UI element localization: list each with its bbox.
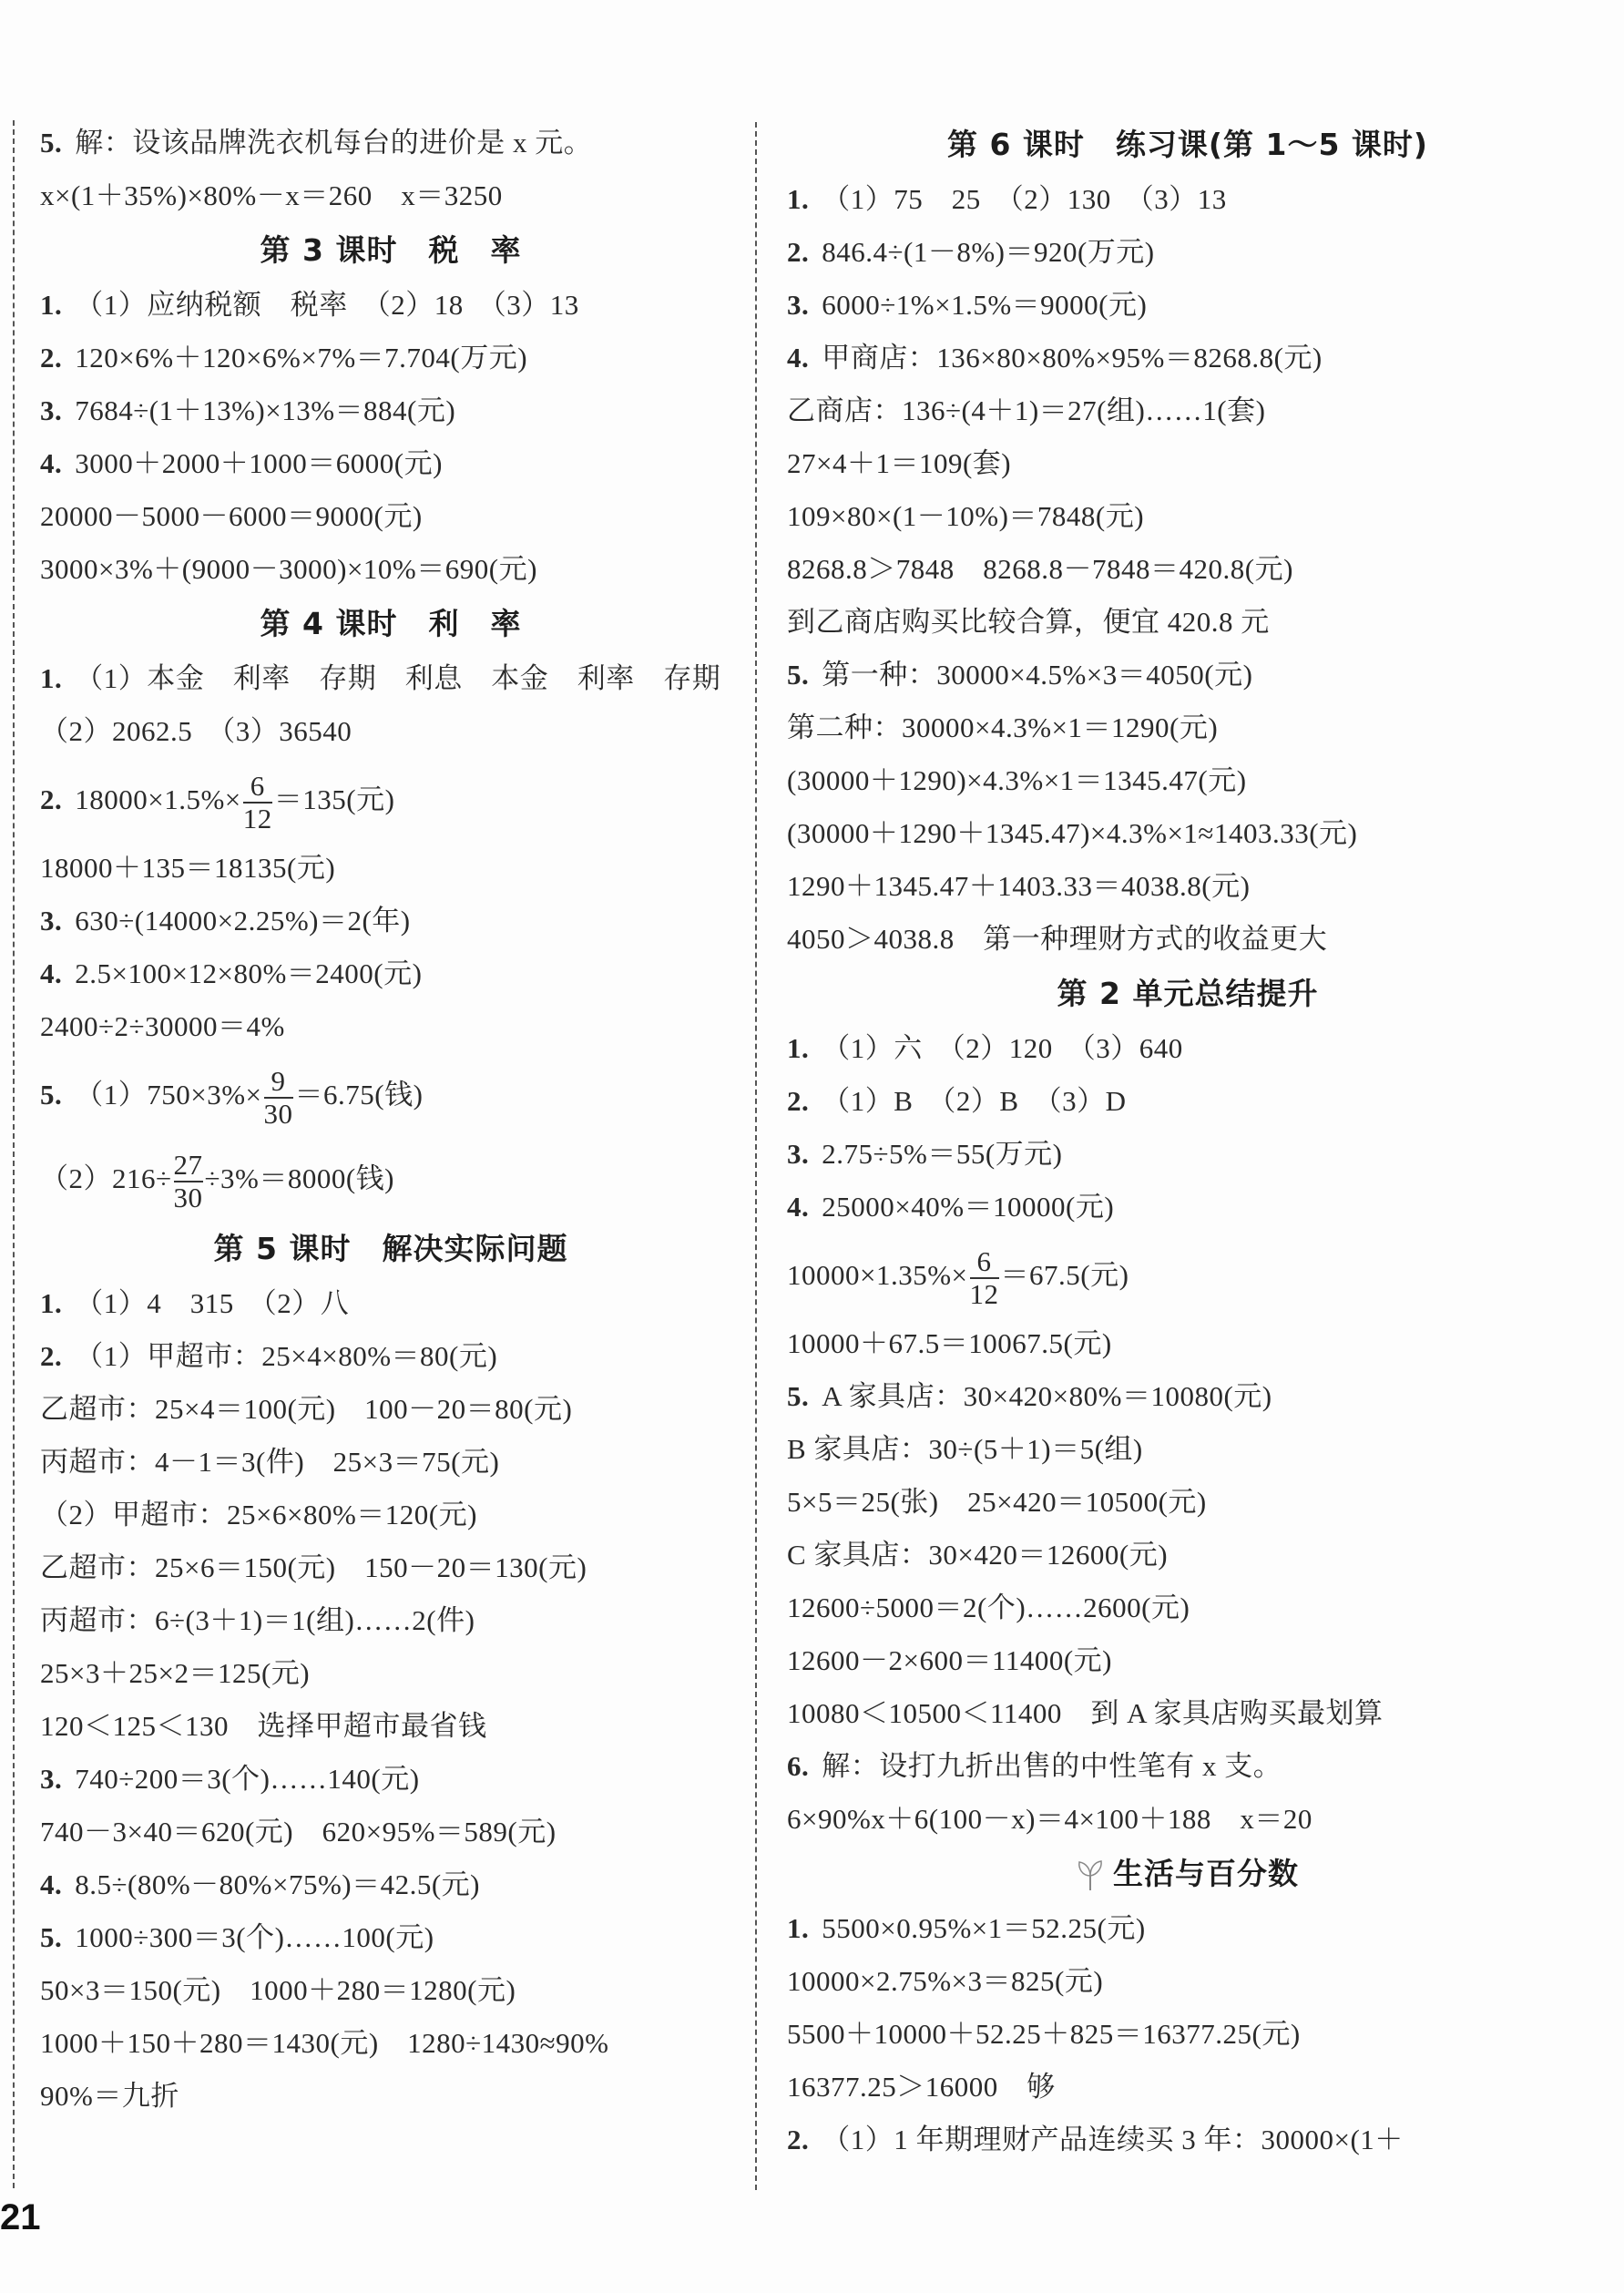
fraction: $\frac{6}{12}$ xyxy=(969,1244,999,1310)
answer-line: C 家具店：30×420＝12600(元) xyxy=(787,1539,1169,1571)
answer-line: 丙超市：6÷(3＋1)＝1(组)……2(件) xyxy=(40,1604,475,1636)
answer-line: B 家具店：30÷(5＋1)＝5(组) xyxy=(787,1433,1143,1465)
answer-line: 1. （1）应纳税额 税率 （2）18 （3）13 xyxy=(40,289,579,321)
fraction: $\frac{6}{12}$ xyxy=(242,769,272,834)
answer-line: 第二种：30000×4.3%×1＝1290(元) xyxy=(787,711,1219,743)
answer-line: 3000×3%＋(9000－3000)×10%＝690(元) xyxy=(40,553,537,585)
section-title: 第 5 课时 解决实际问题 xyxy=(213,1231,568,1266)
answer-line: 10000＋67.5＝10067.5(元) xyxy=(787,1327,1112,1359)
answer-line: 乙商店：136÷(4＋1)＝27(组)……1(套) xyxy=(787,394,1266,426)
answer-line: (30000＋1290＋1345.47)×4.3%×1≈1403.33(元) xyxy=(787,817,1358,849)
answer-line: 1. 5500×0.95%×1＝52.25(元) xyxy=(787,1912,1146,1944)
answer-line: 2. （1）1 年期理财产品连续买 3 年：30000×(1＋ xyxy=(787,2124,1404,2155)
answer-line: 6. 解：设打九折出售的中性笔有 x 支。 xyxy=(787,1750,1282,1782)
answer-line: 18000＋135＝18135(元) xyxy=(40,852,336,884)
answer-line: 120＜125＜130 选择甲超市最省钱 xyxy=(40,1710,487,1742)
answer-line: 5. 解：设该品牌洗衣机每台的进价是 x 元。 xyxy=(40,127,593,159)
answer-line: 3. 7684÷(1＋13%)×13%＝884(元) xyxy=(40,394,456,426)
answer-line: 4. 3000＋2000＋1000＝6000(元) xyxy=(40,447,443,479)
answer-line: 乙超市：25×6＝150(元) 150－20＝130(元) xyxy=(40,1551,587,1583)
answer-line: 16377.25＞16000 够 xyxy=(787,2071,1056,2103)
sprout-icon xyxy=(1077,1859,1104,1892)
section-title-with-icon: 生活与百分数 xyxy=(787,1846,1588,1902)
answer-line: x×(1＋35%)×80%－x＝260 x＝3250 xyxy=(40,179,503,211)
fraction: $\frac{27}{30}$ xyxy=(173,1148,203,1213)
answer-line: 90%＝九折 xyxy=(40,2080,179,2112)
answer-line: 10000×1.35%× $\frac{6}{12}$ ＝67.5(元) xyxy=(787,1244,1129,1310)
answer-line: 109×80×(1－10%)＝7848(元) xyxy=(787,500,1145,532)
left-dashed-border xyxy=(13,120,15,2188)
answer-line: 20000－5000－6000＝9000(元) xyxy=(40,500,423,532)
fraction: $\frac{9}{30}$ xyxy=(263,1064,293,1130)
answer-line: 乙超市：25×4＝100(元) 100－20＝80(元) xyxy=(40,1393,573,1425)
section-title: 第 2 单元总结提升 xyxy=(1057,976,1319,1011)
answer-line: 5×5＝25(张) 25×420＝10500(元) xyxy=(787,1486,1207,1518)
answer-line: 2. 120×6%＋120×6%×7%＝7.704(万元) xyxy=(40,342,528,374)
answer-line: 10080＜10500＜11400 到 A 家具店购买最划算 xyxy=(787,1697,1384,1729)
answer-line: 2. （1）B （2）B （3）D xyxy=(787,1085,1127,1117)
answer-line: 27×4＋1＝109(套) xyxy=(787,447,1012,479)
answer-line: 50×3＝150(元) 1000＋280＝1280(元) xyxy=(40,1974,516,2006)
answer-line: 8268.8＞7848 8268.8－7848＝420.8(元) xyxy=(787,553,1293,585)
right-column xyxy=(787,117,1588,2166)
answer-line: 25×3＋25×2＝125(元) xyxy=(40,1657,311,1689)
answer-line: 4. 8.5÷(80%－80%×75%)＝42.5(元) xyxy=(40,1868,481,1900)
answer-line: 10000×2.75%×3＝825(元) xyxy=(787,1965,1104,1997)
answer-line: 5. （1）750×3%× $\frac{9}{30}$ ＝6.75(钱) xyxy=(40,1064,424,1130)
left-column xyxy=(40,117,741,2123)
answer-line: 2. 846.4÷(1－8%)＝920(万元) xyxy=(787,236,1155,268)
section-title: 第 4 课时 利 率 xyxy=(260,606,522,641)
answer-line: 5. 第一种：30000×4.5%×3＝4050(元) xyxy=(787,659,1253,691)
answer-line: （2）2062.5 （3）36540 xyxy=(40,715,352,747)
answer-line: 1290＋1345.47＋1403.33＝4038.8(元) xyxy=(787,870,1251,902)
answer-line: 4. 25000×40%＝10000(元) xyxy=(787,1191,1115,1223)
answer-line: 4050＞4038.8 第一种理财方式的收益更大 xyxy=(787,923,1328,955)
answer-line: （2）甲超市：25×6×80%＝120(元) xyxy=(40,1499,477,1530)
answer-line: 6×90%x＋6(100－x)＝4×100＋188 x＝20 xyxy=(787,1803,1312,1835)
answer-line: 740－3×40＝620(元) 620×95%＝589(元) xyxy=(40,1816,557,1848)
answer-line: 到乙商店购买比较合算，便宜 420.8 元 xyxy=(787,606,1270,638)
answer-line: 4. 甲商店：136×80×80%×95%＝8268.8(元) xyxy=(787,342,1323,374)
answer-line: 2. （1）甲超市：25×4×80%＝80(元) xyxy=(40,1340,498,1372)
section-title: 第 3 课时 税 率 xyxy=(260,232,522,268)
answer-line: （2）216÷ $\frac{27}{30}$ ÷3%＝8000(钱) xyxy=(40,1148,394,1213)
answer-line: 1000＋150＋280＝1430(元) 1280÷1430≈90% xyxy=(40,2027,609,2059)
answer-line: 4. 2.5×100×12×80%＝2400(元) xyxy=(40,957,423,989)
answer-line: 12600÷5000＝2(个)……2600(元) xyxy=(787,1592,1190,1623)
answer-line: 丙超市：4－1＝3(件) 25×3＝75(元) xyxy=(40,1446,500,1478)
answer-line: 5500＋10000＋52.25＋825＝16377.25(元) xyxy=(787,2018,1301,2050)
answer-line: 5. 1000÷300＝3(个)……100(元) xyxy=(40,1921,434,1953)
answer-line: (30000＋1290)×4.3%×1＝1345.47(元) xyxy=(787,764,1247,796)
answer-line: 1. （1）4 315 （2）八 xyxy=(40,1287,350,1319)
answer-line: 3. 2.75÷5%＝55(万元) xyxy=(787,1138,1063,1170)
answer-line: 3. 630÷(14000×2.25%)＝2(年) xyxy=(40,905,411,937)
answer-line: 5. A 家具店：30×420×80%＝10080(元) xyxy=(787,1380,1272,1412)
answer-line: 3. 740÷200＝3(个)……140(元) xyxy=(40,1763,420,1795)
answer-line: 1. （1）六 （2）120 （3）640 xyxy=(787,1032,1183,1064)
answer-line: 2. 18000×1.5%× $\frac{6}{12}$ ＝135(元) xyxy=(40,769,395,834)
answer-line: 12600－2×600＝11400(元) xyxy=(787,1644,1112,1676)
answer-line: 3. 6000÷1%×1.5%＝9000(元) xyxy=(787,289,1148,321)
page-number: 21 xyxy=(0,2197,41,2237)
answer-line: 2400÷2÷30000＝4% xyxy=(40,1010,285,1042)
column-divider xyxy=(755,122,757,2190)
answer-line: 1. （1）本金 利率 存期 利息 本金 利率 存期 xyxy=(40,662,721,694)
answer-line: 1. （1）75 25 （2）130 （3）13 xyxy=(787,183,1227,215)
section-title: 第 6 课时 练习课(第 1～5 课时) xyxy=(946,127,1428,162)
